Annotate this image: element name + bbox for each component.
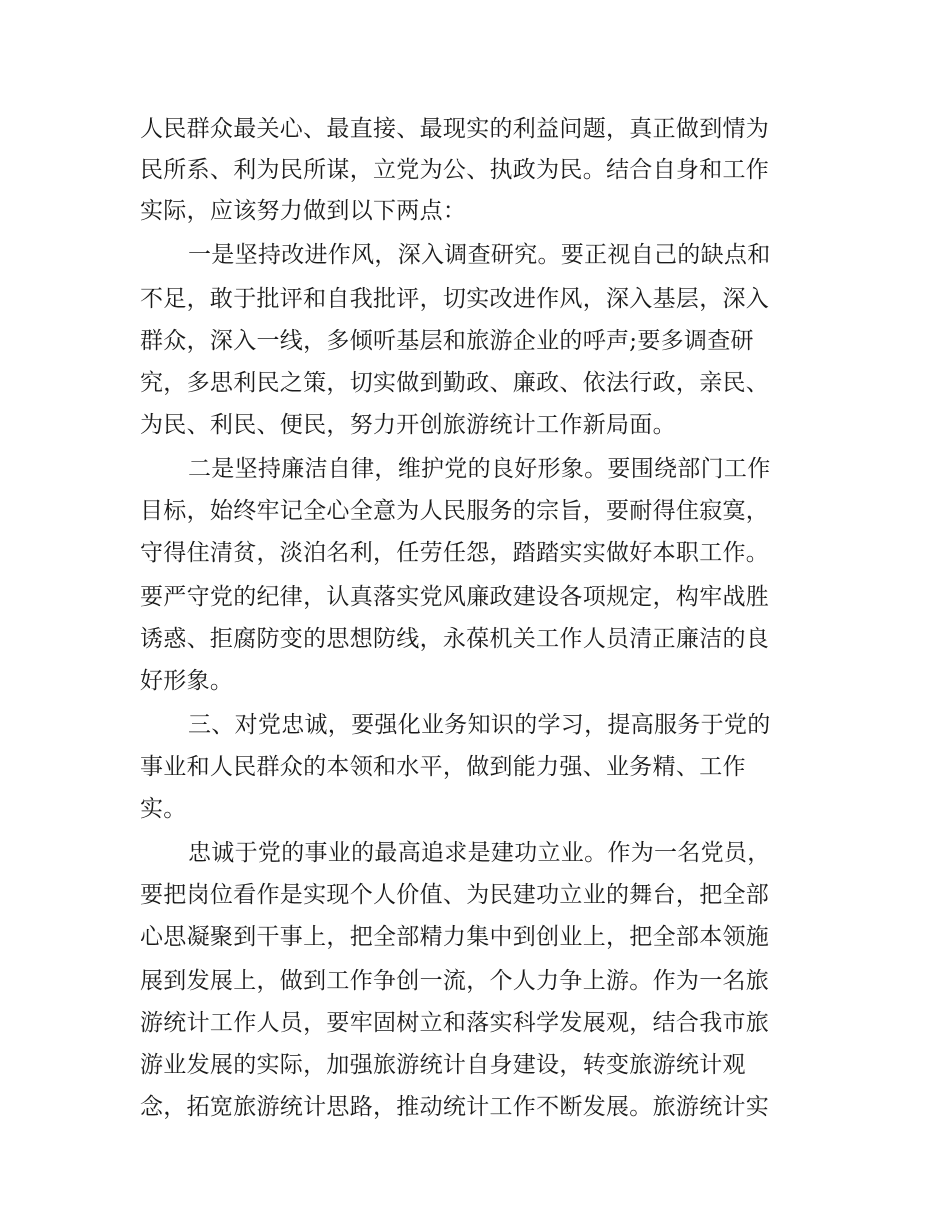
text-line: 游统计工作人员，要牢固树立和落实科学发展观，结合我市旅 bbox=[140, 1010, 770, 1036]
paragraph-start-line: 一是坚持改进作风，深入调查研究。要正视自己的缺点和 bbox=[188, 242, 771, 268]
text-line: 要把岗位看作是实现个人价值、为民建功立业的舞台，把全部 bbox=[140, 882, 770, 908]
text-line: 守得住清贫，淡泊名利，任劳任怨，踏踏实实做好本职工作。 bbox=[140, 540, 770, 566]
text-line: 事业和人民群众的本领和水平，做到能力强、业务精、工作 bbox=[140, 754, 746, 780]
text-line: 人民群众最关心、最直接、最现实的利益问题，真正做到情为 bbox=[140, 116, 770, 142]
text-line: 为民、利民、便民，努力开创旅游统计工作新局面。 bbox=[140, 412, 676, 438]
text-line: 究，多思利民之策，切实做到勤政、廉政、依法行政，亲民、 bbox=[140, 370, 770, 396]
text-line: 好形象。 bbox=[140, 668, 234, 694]
text-line: 实际，应该努力做到以下两点： bbox=[140, 198, 467, 224]
text-line: 游业发展的实际，加强旅游统计自身建设，转变旅游统计观 bbox=[140, 1052, 746, 1078]
text-line: 实。 bbox=[140, 796, 187, 822]
text-line: 要严守党的纪律，认真落实党风廉政建设各项规定，构牢战胜 bbox=[140, 584, 770, 610]
text-line: 目标，始终牢记全心全意为人民服务的宗旨，要耐得住寂寞， bbox=[140, 498, 770, 524]
text-line: 念，拓宽旅游统计思路，推动统计工作不断发展。旅游统计实 bbox=[140, 1094, 770, 1120]
text-line: 民所系、利为民所谋，立党为公、执政为民。结合自身和工作 bbox=[140, 157, 770, 183]
text-line: 心思凝聚到干事上，把全部精力集中到创业上，把全部本领施 bbox=[140, 924, 770, 950]
text-line: 展到发展上，做到工作争创一流，个人力争上游。作为一名旅 bbox=[140, 968, 770, 994]
paragraph-start-line: 忠诚于党的事业的最高追求是建功立业。作为一名党员， bbox=[188, 840, 771, 866]
text-line: 群众，深入一线，多倾听基层和旅游企业的呼声;要多调查研 bbox=[140, 328, 754, 354]
text-line: 不足，敢于批评和自我批评，切实改进作风，深入基层，深入 bbox=[140, 286, 770, 312]
text-line: 诱惑、拒腐防变的思想防线，永葆机关工作人员清正廉洁的良 bbox=[140, 626, 770, 652]
paragraph-start-line: 三、对党忠诚，要强化业务知识的学习，提高服务于党的 bbox=[188, 712, 771, 738]
paragraph-start-line: 二是坚持廉洁自律，维护党的良好形象。要围绕部门工作 bbox=[188, 456, 771, 482]
